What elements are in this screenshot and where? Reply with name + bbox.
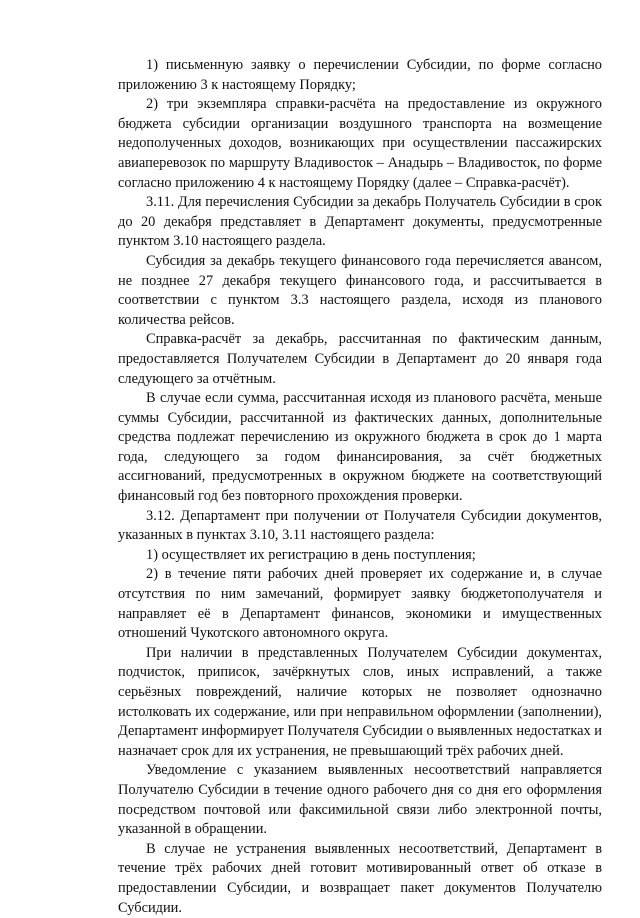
paragraph-3-11: 3.11. Для перечисления Субсидии за декабрь Получатель Субсидии в срок до 20 декабря представляет в Департамент документы, предусмотренные пунктом 3.10 настоящего раздела. bbox=[118, 194, 602, 250]
paragraph-item-2-calculation: 2) три экземпляра справки-расчёта на предоставление из окружного бюджета субсидии организации воздушного транспорта на возмещение недополученных доходов, возникающих при осуществлении пассажирских авиаперевозок по маршруту Владивосток – Анадырь – Владивосток, по форме согласно приложению 4 к настоящему Порядку (далее – Справка-расчёт). bbox=[118, 96, 602, 191]
paragraph-registration: 1) осуществляет их регистрацию в день поступления; bbox=[146, 546, 476, 563]
paragraph-item-1-application: 1) письменную заявку о перечислении Субсидии, по форме согласно приложению 3 к настоящему Порядку; bbox=[118, 57, 602, 93]
document-body bbox=[118, 56, 602, 918]
paragraph-december-subsidy: Субсидия за декабрь текущего финансового года перечисляется авансом, не позднее 27 декабря текущего финансового года, и рассчитывается в соответствии с пунктом 3.3 настоящего раздела, исходя из планового количества рейсов. bbox=[118, 252, 602, 328]
paragraph-notification: Уведомление с указанием выявленных несоответствий направляется Получателю Субсидии в течение одного рабочего дня со дня его оформления посредством почтовой или факсимильной связи либо электронной почты, указанной в обращении. bbox=[118, 762, 602, 838]
paragraph-verification: 2) в течение пяти рабочих дней проверяет их содержание и, в случае отсутствия по ним замечаний, формирует заявку бюджетополучателя и направляет её в Департамент финансов, экономики и имущественных отношений Чукотского автономного округа. bbox=[118, 566, 602, 642]
paragraph-additional-funds: В случае если сумма, рассчитанная исходя из планового расчёта, меньше суммы Субсидии, рассчитанной из фактических данных, дополнительные средства подлежат перечислению из окружного бюджета в срок до 1 марта года, следующего за годом финансирования, за счёт бюджетных ассигнований, предусмотренных в окружном бюджете на соответствующий финансовый год без повторного прохождения проверки. bbox=[118, 390, 602, 505]
paragraph-refusal: В случае не устранения выявленных несоответствий, Департамент в течение трёх рабочих дней готовит мотивированный ответ об отказе в предоставлении Субсидии, и возвращает пакет документов Получателю Субсидии. bbox=[118, 840, 602, 916]
paragraph-defects: При наличии в представленных Получателем Субсидии документах, подчисток, приписок, зачёркнутых слов, иных исправлений, а также серьёзных повреждений, наличие которых не позволяет однозначно истолковать их содержание, или при неправильном оформлении (заполнении), Департамент информирует Получателя Субсидии о выявленных недостатках и назначает срок для их устранения, не превышающий трёх рабочих дней. bbox=[118, 644, 602, 759]
paragraph-3-12: 3.12. Департамент при получении от Получателя Субсидии документов, указанных в пунктах 3.10, 3.11 настоящего раздела: bbox=[118, 507, 602, 544]
paragraph-december-calculation: Справка-расчёт за декабрь, рассчитанная по фактическим данным, предоставляется Получателем Субсидии в Департамент до 20 января года следующего за отчётным. bbox=[118, 331, 602, 387]
